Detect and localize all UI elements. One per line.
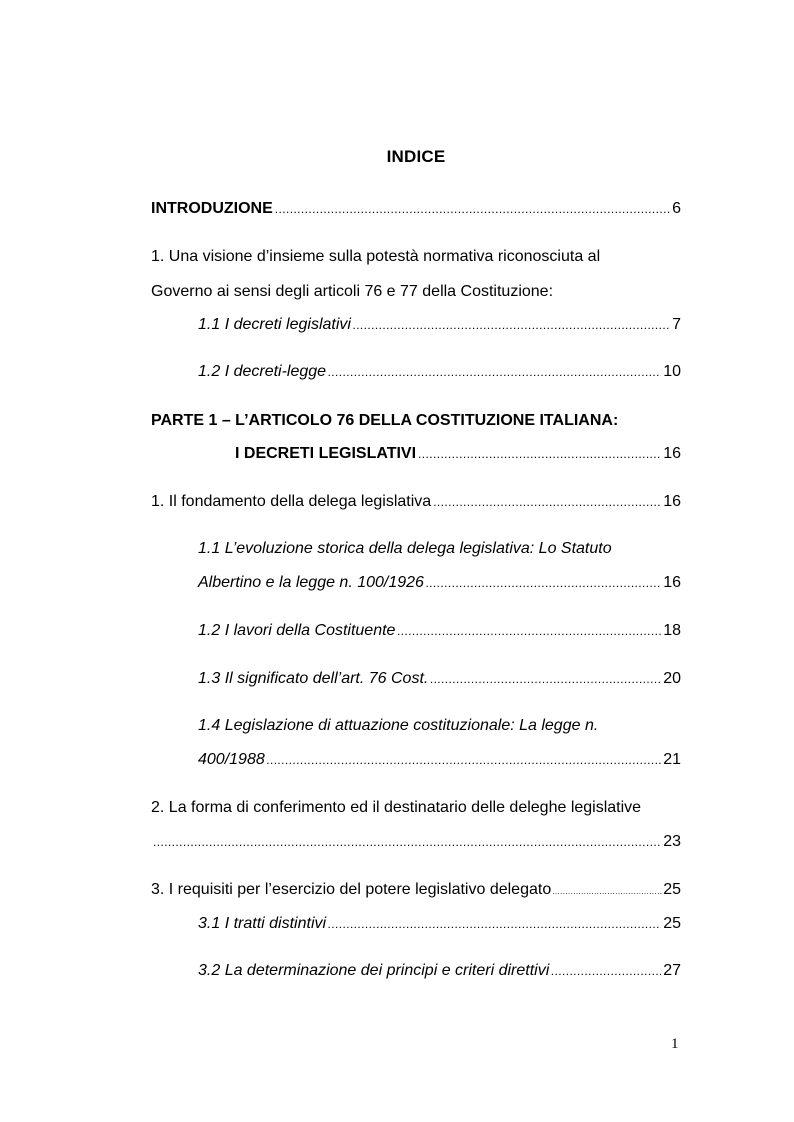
toc-label: 1.3 Il significato dell’art. 76 Cost.: [198, 670, 429, 687]
dot-leader: [328, 360, 661, 384]
dot-leader: [418, 442, 661, 466]
page-title: INDICE: [386, 147, 446, 166]
toc-heading-line: 1. Una visione d’insieme sulla potestà normativa riconosciuta al: [151, 248, 601, 265]
dot-leader: [430, 667, 661, 691]
toc-label: 1. Il fondamento della delega legislativa: [151, 493, 432, 510]
toc-entry-p1-1-2[interactable]: [198, 619, 681, 643]
page-number: 1: [671, 1036, 679, 1052]
toc-page: 23: [663, 833, 681, 850]
dot-leader: [551, 959, 661, 983]
toc-page: 16: [663, 445, 681, 462]
toc-label: I DECRETI LEGISLATIVI: [235, 445, 417, 462]
dot-leader: [552, 880, 662, 904]
toc-part-heading: PARTE 1 – L’ARTICOLO 76 DELLA COSTITUZIONE ITALIANA:: [151, 412, 619, 429]
toc-page: 16: [663, 574, 681, 591]
toc-page: 7: [672, 316, 681, 333]
toc-entry-p1-3-2[interactable]: [198, 959, 681, 983]
toc-heading-line: 1.4 Legislazione di attuazione costituzionale: La legge n.: [198, 717, 599, 734]
dot-leader: [275, 197, 670, 221]
toc-label: 1.2 I decreti-legge: [198, 363, 327, 380]
toc-page: 20: [663, 670, 681, 687]
toc-page: 25: [663, 915, 681, 932]
toc-entry-p1-3[interactable]: [151, 878, 681, 902]
toc-entry-1-2[interactable]: [198, 360, 681, 384]
toc-entry-1-1[interactable]: [198, 313, 681, 337]
toc-page: 16: [663, 493, 681, 510]
toc-heading-line: 1.1 L’evoluzione storica della delega legislativa: Lo Statuto: [198, 540, 612, 557]
toc-label: 3.1 I tratti distintivi: [198, 915, 327, 932]
toc-heading-line: 2. La forma di conferimento ed il destinatario delle deleghe legislative: [151, 799, 642, 816]
toc-entry-p1-2[interactable]: [151, 830, 681, 854]
toc-entry-p1-1[interactable]: [151, 490, 681, 514]
dot-leader: [426, 571, 661, 595]
toc-label: 3.2 La determinazione dei principi e criteri direttivi: [198, 962, 550, 979]
toc-heading-line: Governo ai sensi degli articoli 76 e 77 della Costituzione:: [151, 283, 554, 300]
toc-label: 1.1 I decreti legislativi: [198, 316, 351, 333]
toc-entry-p1-1-1[interactable]: [198, 571, 681, 595]
toc-page: 6: [672, 200, 681, 217]
dot-leader: [267, 748, 661, 772]
dot-leader: [153, 830, 661, 854]
dot-leader: [328, 912, 661, 936]
toc-entry-parte-1[interactable]: [235, 442, 681, 466]
toc-page: 25: [663, 881, 681, 898]
toc-page: 18: [663, 622, 681, 639]
dot-leader: [397, 619, 661, 643]
dot-leader: [353, 313, 670, 337]
toc-entry-p1-1-4[interactable]: [198, 748, 681, 772]
toc-page: 27: [663, 962, 681, 979]
toc-label: 3. I requisiti per l’esercizio del potere legislativo delegato: [151, 881, 552, 898]
toc-entry-introduzione[interactable]: [151, 197, 681, 221]
toc-label: Albertino e la legge n. 100/1926: [198, 574, 424, 591]
dot-leader: [433, 490, 661, 514]
toc-entry-p1-3-1[interactable]: [198, 912, 681, 936]
toc-page: 21: [663, 751, 681, 768]
toc-entry-p1-1-3[interactable]: [198, 667, 681, 691]
toc-label: INTRODUZIONE: [151, 200, 273, 217]
toc-page: 10: [663, 363, 681, 380]
toc-label: 400/1988: [198, 751, 265, 768]
toc-label: 1.2 I lavori della Costituente: [198, 622, 396, 639]
